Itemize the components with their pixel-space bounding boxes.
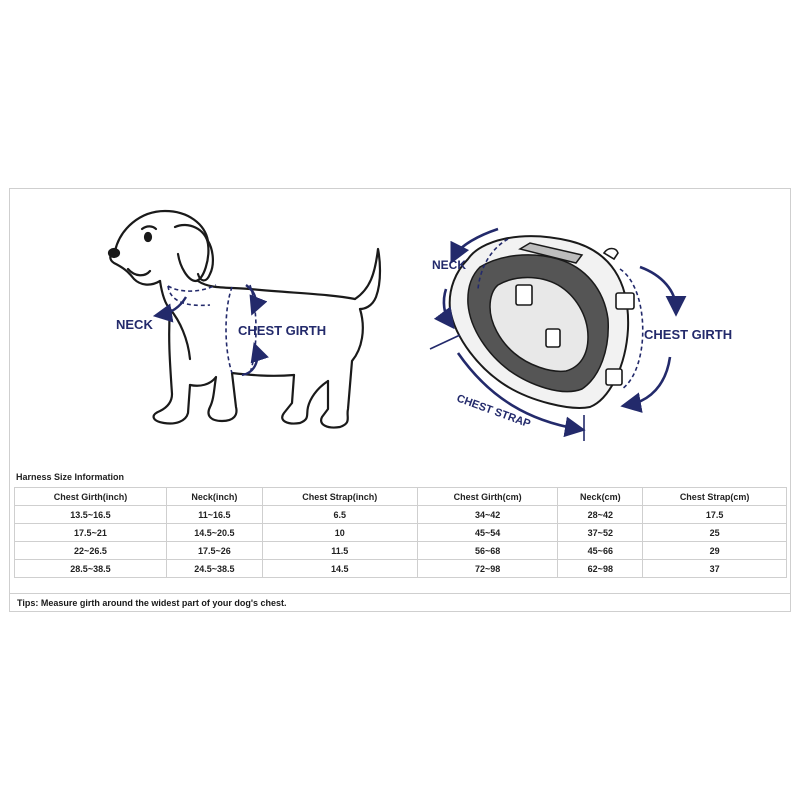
table-cell: 14.5~20.5	[166, 524, 262, 542]
table-cell: 37	[643, 560, 787, 578]
table-cell: 34~42	[417, 506, 558, 524]
dog-neck-measure-line	[168, 285, 216, 305]
table-cell: 24.5~38.5	[166, 560, 262, 578]
harness-chest-strap-label: CHEST STRAP	[454, 392, 533, 431]
header-chest-strap-inch: Chest Strap(inch)	[262, 488, 417, 506]
table-cell: 25	[643, 524, 787, 542]
dog-chest-girth-label: CHEST GIRTH	[238, 323, 327, 338]
harness-neck-label: NECK	[432, 258, 467, 272]
tips-text: Tips: Measure girth around the widest part of your dog's chest.	[10, 593, 790, 612]
table-cell: 72~98	[417, 560, 558, 578]
table-header-row	[15, 488, 787, 506]
table-cell: 17.5~21	[15, 524, 167, 542]
table-cell: 29	[643, 542, 787, 560]
size-table	[14, 487, 787, 578]
size-chart-panel	[9, 188, 791, 612]
table-cell: 11~16.5	[166, 506, 262, 524]
table-row	[15, 506, 787, 524]
table-cell: 45~54	[417, 524, 558, 542]
chest-strap-tick-left	[430, 335, 460, 349]
table-cell: 17.5~26	[166, 542, 262, 560]
table-row	[15, 560, 787, 578]
header-chest-strap-cm: Chest Strap(cm)	[643, 488, 787, 506]
header-neck-cm: Neck(cm)	[558, 488, 643, 506]
table-cell: 22~26.5	[15, 542, 167, 560]
table-cell: 37~52	[558, 524, 643, 542]
harness-chest-girth-label: CHEST GIRTH	[644, 327, 733, 342]
header-neck-inch: Neck(inch)	[166, 488, 262, 506]
table-cell: 28.5~38.5	[15, 560, 167, 578]
table-cell: 10	[262, 524, 417, 542]
table-cell: 11.5	[262, 542, 417, 560]
header-chest-girth-inch: Chest Girth(inch)	[15, 488, 167, 506]
table-cell: 56~68	[417, 542, 558, 560]
table-row	[15, 542, 787, 560]
table-cell: 13.5~16.5	[15, 506, 167, 524]
measurement-illustration	[10, 189, 790, 464]
table-cell: 17.5	[643, 506, 787, 524]
table-cell: 6.5	[262, 506, 417, 524]
table-cell: 14.5	[262, 560, 417, 578]
table-cell: 28~42	[558, 506, 643, 524]
size-table-title: Harness Size Information	[16, 472, 125, 482]
header-chest-girth-cm: Chest Girth(cm)	[417, 488, 558, 506]
dog-neck-label: NECK	[116, 317, 153, 332]
table-cell: 62~98	[558, 560, 643, 578]
table-row	[15, 524, 787, 542]
table-cell: 45~66	[558, 542, 643, 560]
harness-outline-icon	[450, 236, 634, 408]
